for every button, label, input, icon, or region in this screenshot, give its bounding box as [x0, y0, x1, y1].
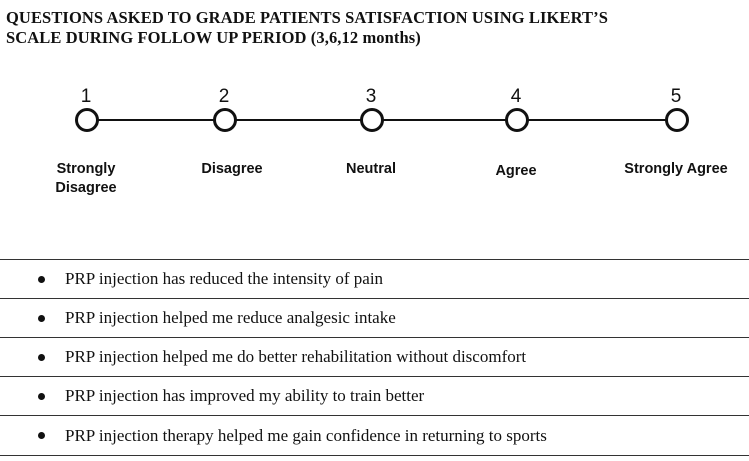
likert-scale: [0, 86, 749, 206]
bullet-icon: [38, 393, 45, 400]
scale-number: 5: [670, 86, 682, 107]
scale-circle: [505, 108, 529, 132]
scale-circle: [360, 108, 384, 132]
scale-label: [162, 160, 302, 179]
title-line-1: QUESTIONS ASKED TO GRADE PATIENTS SATISFACTION USING LIKERT’S: [6, 8, 608, 27]
title-line-2: SCALE DURING FOLLOW UP PERIOD (3,6,12 months): [6, 28, 421, 47]
scale-label-line-1: Strongly: [56, 161, 116, 177]
scale-label: [606, 160, 746, 179]
bullet-icon: [38, 315, 45, 322]
scale-label-line-1: Strongly Agree: [624, 161, 728, 177]
scale-label: [16, 160, 156, 198]
question-text: PRP injection has reduced the intensity of pain: [65, 269, 384, 288]
question-text: PRP injection therapy helped me gain confidence in returning to sports: [65, 425, 547, 445]
table-row: [0, 259, 749, 298]
scale-number: 3: [365, 86, 377, 107]
questions-table: [0, 259, 749, 456]
scale-number: 4: [510, 86, 522, 107]
scale-circle: [213, 108, 237, 132]
document-title: [6, 8, 746, 48]
scale-circle: [665, 108, 689, 132]
table-row: [0, 337, 749, 376]
scale-label-line-2: Disagree: [55, 180, 117, 196]
scale-label: [301, 160, 441, 179]
scale-label-line-1: Agree: [495, 163, 537, 179]
bullet-icon: [38, 276, 45, 283]
scale-label-line-1: Disagree: [201, 161, 263, 177]
scale-circle: [75, 108, 99, 132]
question-text: PRP injection has improved my ability to train better: [65, 386, 425, 405]
bullet-icon: [38, 432, 45, 439]
question-text: PRP injection helped me reduce analgesic intake: [65, 308, 396, 327]
table-row: [0, 298, 749, 337]
table-row: [0, 376, 749, 415]
table-row: [0, 415, 749, 456]
scale-label: [446, 162, 586, 181]
question-text: PRP injection helped me do better rehabilitation without discomfort: [65, 347, 527, 366]
scale-label-line-1: Neutral: [346, 161, 396, 177]
scale-number: 1: [80, 86, 92, 107]
scale-number: 2: [218, 86, 230, 107]
bullet-icon: [38, 354, 45, 361]
